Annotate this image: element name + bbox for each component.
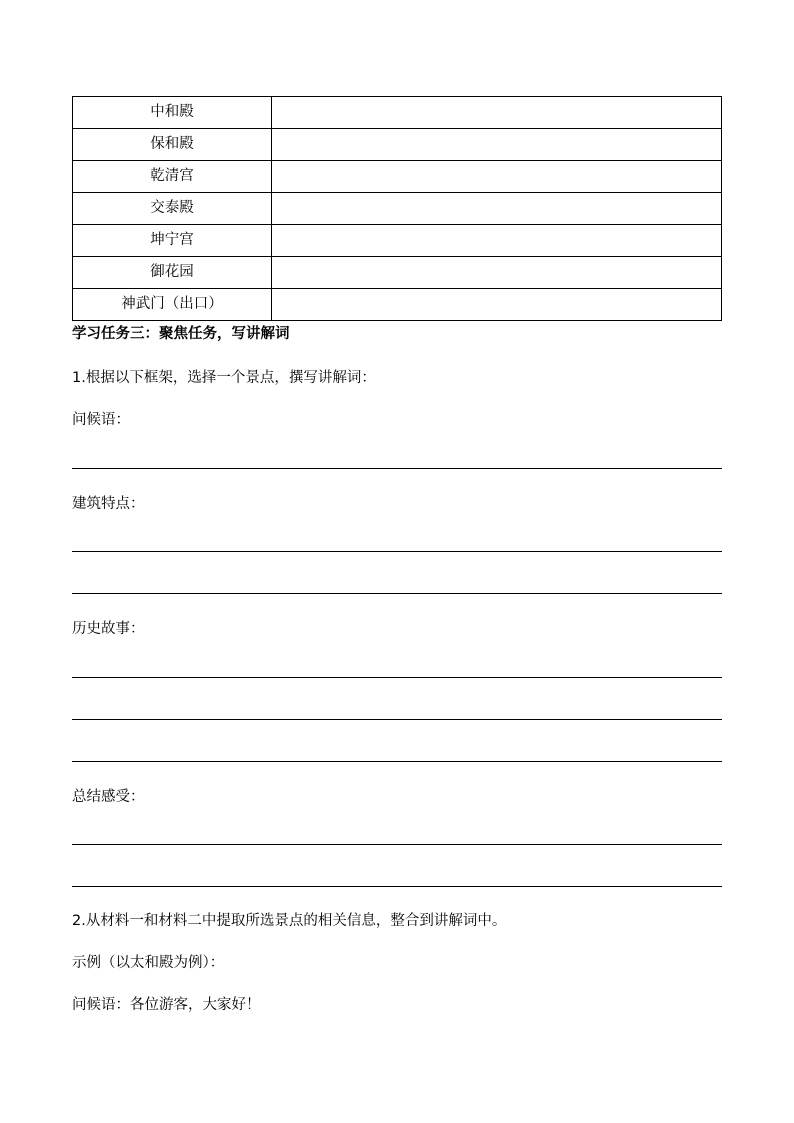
- spot-answer-cell[interactable]: [272, 97, 722, 129]
- greeting-answer-line[interactable]: [72, 468, 722, 469]
- spot-name-cell: 交泰殿: [73, 193, 272, 225]
- table-row: [73, 289, 722, 321]
- spot-name-cell: 神武门（出口）: [73, 289, 272, 321]
- summary-answer-line[interactable]: [72, 844, 722, 845]
- spot-answer-cell[interactable]: [272, 161, 722, 193]
- history-answer-line[interactable]: [72, 719, 722, 720]
- spot-answer-cell[interactable]: [272, 289, 722, 321]
- history-label: 历史故事：: [72, 621, 145, 637]
- history-answer-line[interactable]: [72, 761, 722, 762]
- example-label: 示例（以太和殿为例）：: [72, 955, 225, 971]
- table-row: [73, 193, 722, 225]
- spot-answer-cell[interactable]: [272, 225, 722, 257]
- table-row: [73, 161, 722, 193]
- history-answer-line[interactable]: [72, 677, 722, 678]
- item1-instruction: 1.根据以下框架，选择一个景点，撰写讲解词：: [72, 370, 376, 386]
- greeting-label: 问候语：: [72, 412, 130, 428]
- spot-answer-cell[interactable]: [272, 193, 722, 225]
- architecture-answer-line[interactable]: [72, 593, 722, 594]
- task3-heading: 学习任务三：聚焦任务，写讲解词: [72, 326, 290, 342]
- item2-instruction: 2.从材料一和材料二中提取所选景点的相关信息，整合到讲解词中。: [72, 913, 507, 929]
- scenic-spot-table: [72, 96, 722, 321]
- table-row: [73, 257, 722, 289]
- spot-name-cell: 中和殿: [73, 97, 272, 129]
- spot-name-cell: 乾清宫: [73, 161, 272, 193]
- table-row: [73, 129, 722, 161]
- example-greeting: 问候语：各位游客，大家好！: [72, 997, 261, 1013]
- table-row: [73, 225, 722, 257]
- spot-answer-cell[interactable]: [272, 129, 722, 161]
- spot-name-cell: 保和殿: [73, 129, 272, 161]
- summary-label: 总结感受：: [72, 789, 145, 805]
- spot-name-cell: 御花园: [73, 257, 272, 289]
- summary-answer-line[interactable]: [72, 886, 722, 887]
- table-row: [73, 97, 722, 129]
- spot-name-cell: 坤宁宫: [73, 225, 272, 257]
- architecture-answer-line[interactable]: [72, 551, 722, 552]
- architecture-label: 建筑特点：: [72, 496, 145, 512]
- spot-answer-cell[interactable]: [272, 257, 722, 289]
